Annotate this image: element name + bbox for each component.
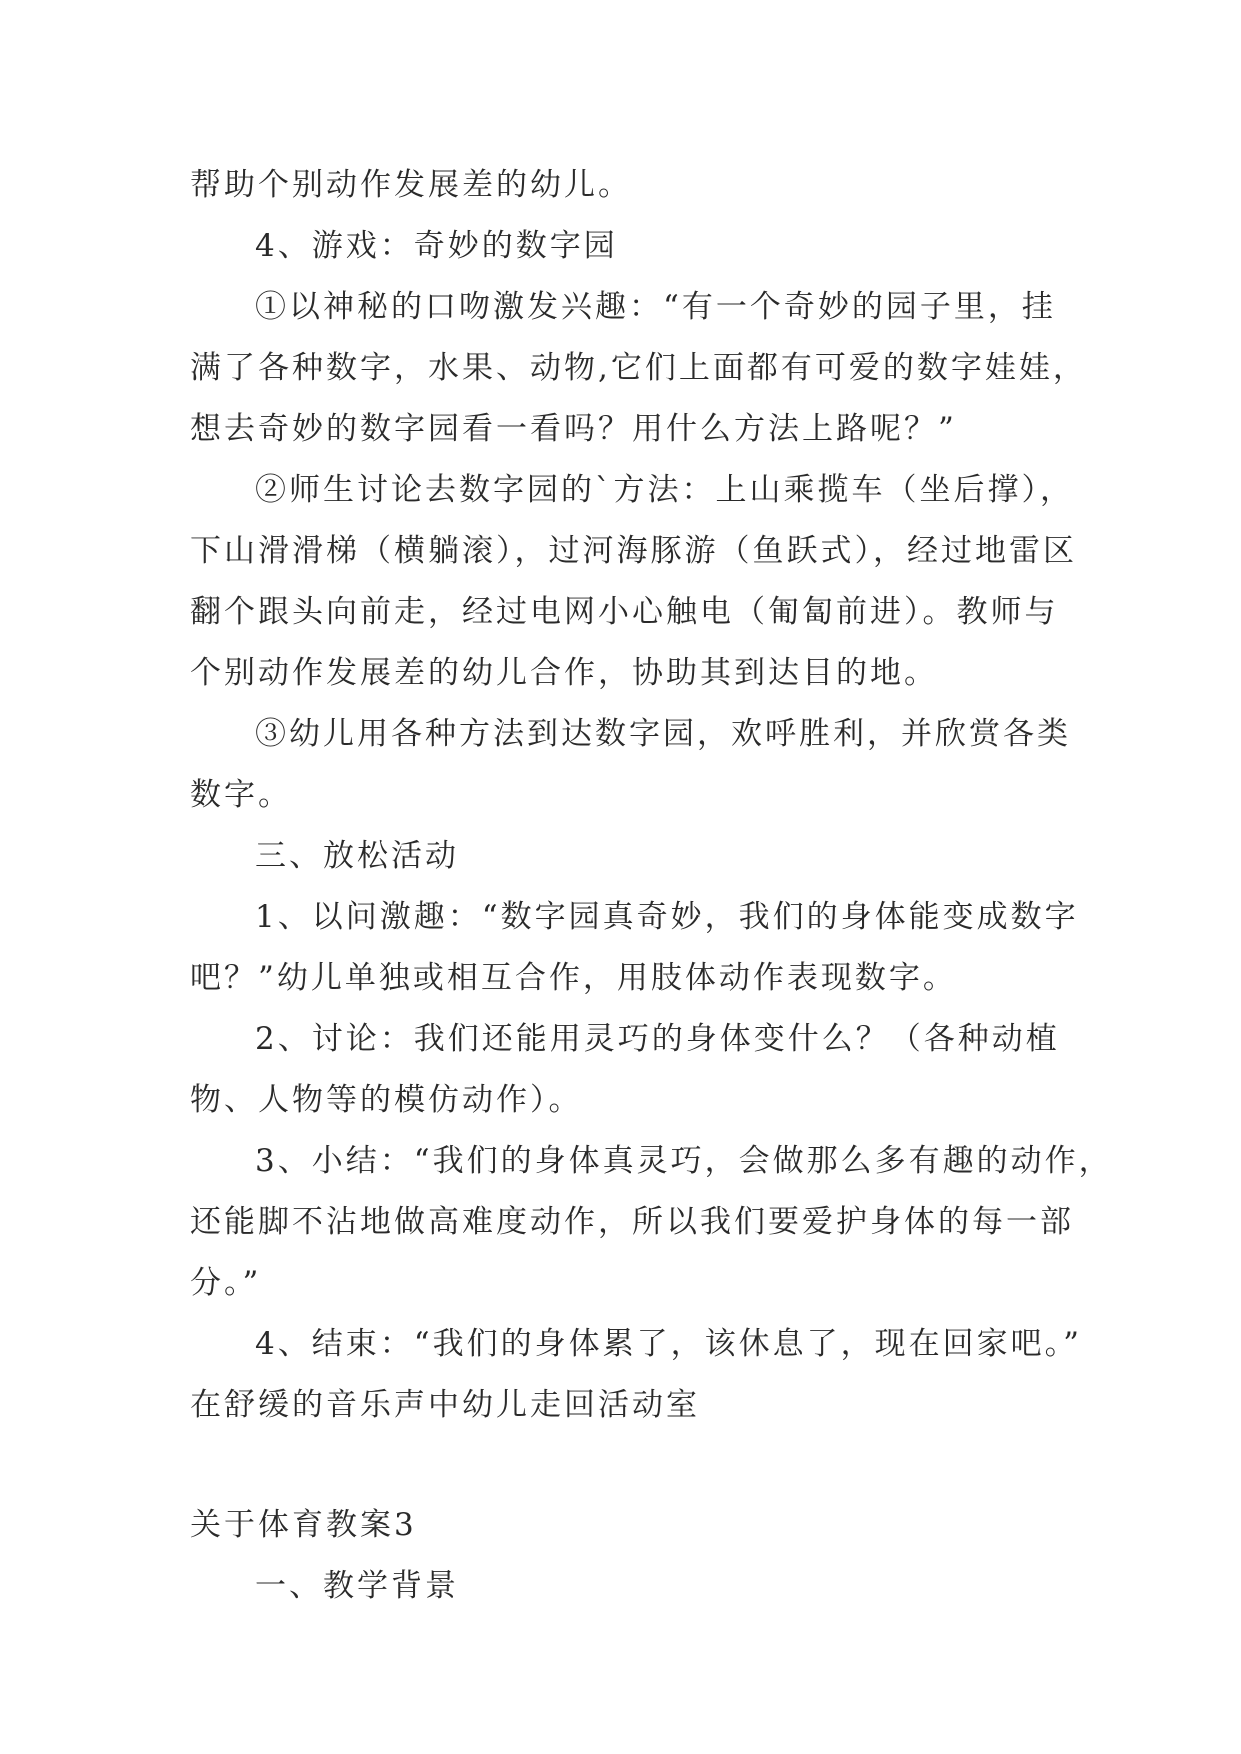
text-line: ③幼儿用各种方法到达数字园，欢呼胜利，并欣赏各类 bbox=[255, 716, 1071, 752]
text-line: 帮助个别动作发展差的幼儿。 bbox=[190, 167, 632, 203]
text-line: 3、小结：“我们的身体真灵巧，会做那么多有趣的动作， bbox=[255, 1143, 1113, 1179]
text-line: 翻个跟头向前走，经过电网小心触电（匍匐前进）。教师与 bbox=[190, 594, 1059, 630]
text-line: 还能脚不沾地做高难度动作，所以我们要爱护身体的每一部 bbox=[190, 1204, 1074, 1240]
text-line: 1、以问激趣：“数字园真奇妙，我们的身体能变成数字 bbox=[255, 899, 1079, 935]
text-line: ①以神秘的口吻激发兴趣：“有一个奇妙的园子里，挂 bbox=[255, 289, 1056, 325]
text-line: 数字。 bbox=[190, 777, 292, 813]
text-line: 2、讨论：我们还能用灵巧的身体变什么？（各种动植 bbox=[255, 1021, 1060, 1057]
document-title: 关于体育教案3 bbox=[190, 1507, 417, 1543]
text-line: 在舒缓的音乐声中幼儿走回活动室 bbox=[190, 1387, 700, 1423]
section-heading: 三、放松活动 bbox=[255, 838, 459, 874]
text-line: 下山滑滑梯（横躺滚），过河海豚游（鱼跃式），经过地雷区 bbox=[190, 533, 1077, 569]
text-line: 想去奇妙的数字园看一看吗？用什么方法上路呢？” bbox=[190, 411, 957, 447]
text-line: 分。” bbox=[190, 1265, 262, 1301]
section-heading: 一、教学背景 bbox=[255, 1568, 459, 1604]
text-line: 物、人物等的模仿动作）。 bbox=[190, 1082, 583, 1118]
text-line: 4、结束：“我们的身体累了，该休息了，现在回家吧。” bbox=[255, 1326, 1082, 1362]
section-heading: 4、游戏：奇妙的数字园 bbox=[255, 228, 618, 264]
text-line: 吧？”幼儿单独或相互合作，用肢体动作表现数字。 bbox=[190, 960, 957, 996]
text-line: 满了各种数字，水果、动物,它们上面都有可爱的数字娃娃， bbox=[190, 350, 1087, 386]
text-line: ②师生讨论去数字园的`方法：上山乘揽车（坐后撑）， bbox=[255, 472, 1074, 508]
text-line: 个别动作发展差的幼儿合作，协助其到达目的地。 bbox=[190, 655, 938, 691]
